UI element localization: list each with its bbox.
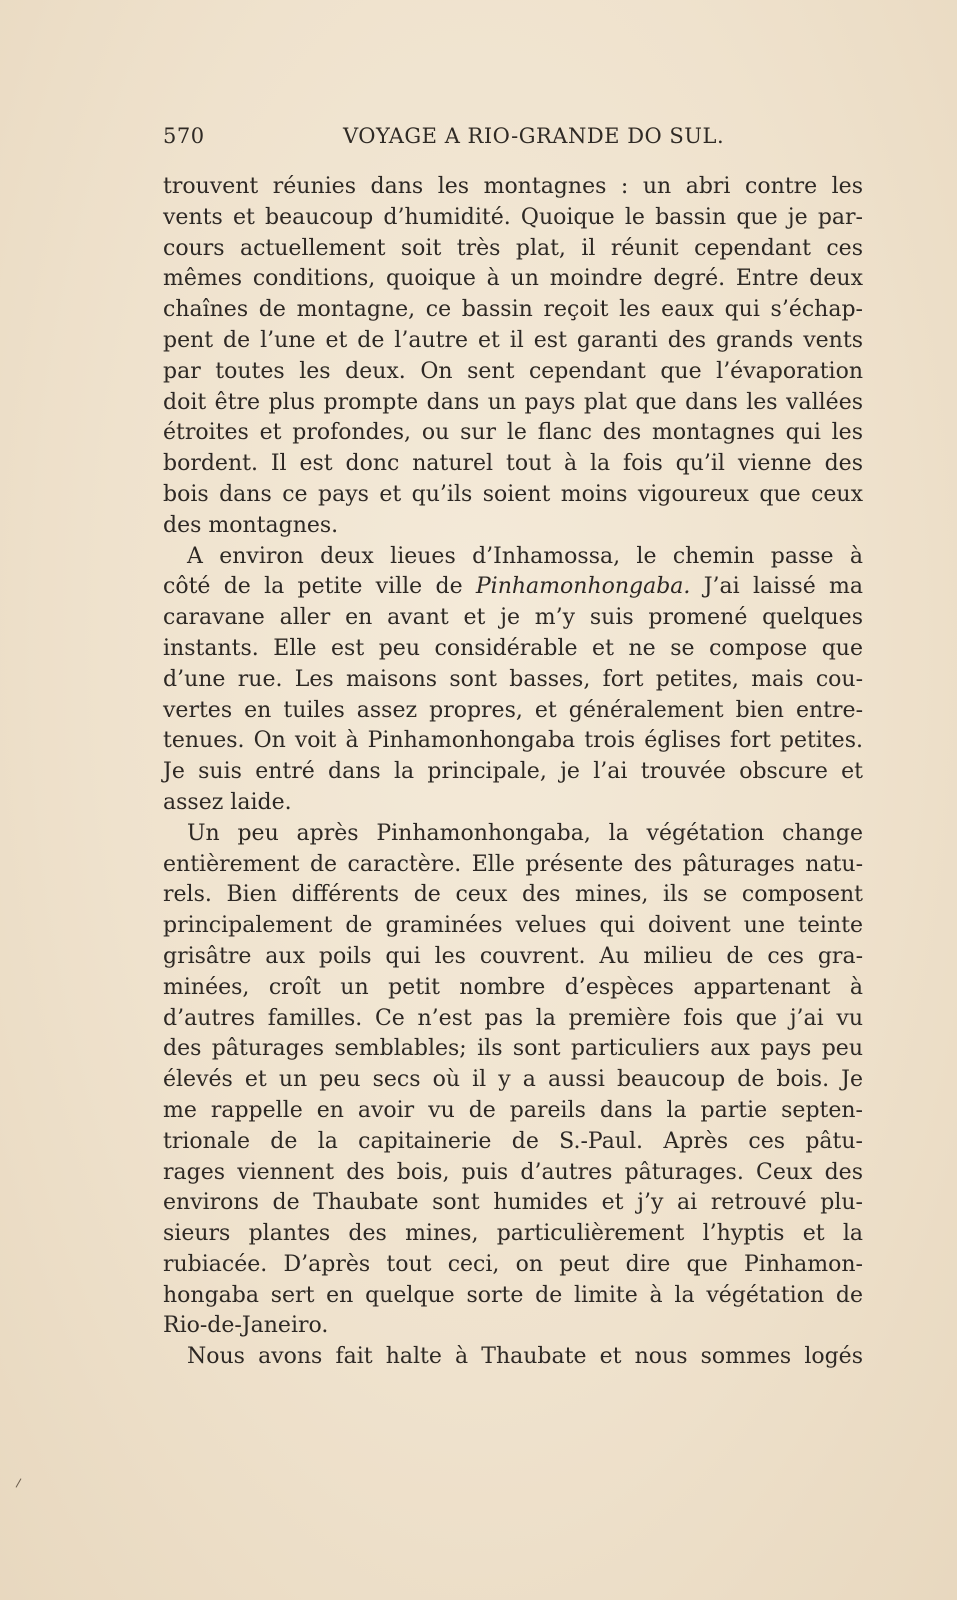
text-line: étroites et profondes, ou sur le flanc des montagnes qui les: [163, 420, 863, 446]
line-text-after: J’ai laissé ma: [690, 574, 863, 600]
text-line: cours actuellement soit très plat, il réunit cependant ces: [163, 235, 863, 261]
text-line: grisâtre aux poils qui les couvrent. Au milieu de ces gra-: [163, 943, 863, 969]
text-line: instants. Elle est peu considérable et ne se compose que: [163, 635, 863, 661]
text-line: principalement de graminées velues qui doivent une teinte: [163, 913, 863, 939]
paragraph-start-line: Nous avons fait halte à Thaubate et nous sommes logés: [187, 1344, 863, 1370]
text-line: des montagnes.: [163, 512, 339, 538]
text-line: Rio-de-Janeiro.: [163, 1313, 329, 1339]
text-line: rubiacée. D’après tout ceci, on peut dire que Pinhamon-: [163, 1251, 863, 1277]
text-line-with-italic: [163, 572, 863, 603]
text-line: bordent. Il est donc naturel tout à la fois qu’il vienne des: [163, 451, 863, 477]
paragraph-start-line: Un peu après Pinhamonhongaba, la végétation change: [187, 820, 863, 846]
text-line: sieurs plantes des mines, particulièrement l’hyptis et la: [163, 1221, 863, 1247]
text-line: tenues. On voit à Pinhamonhongaba trois églises fort petites.: [163, 728, 863, 754]
text-line: entièrement de caractère. Elle présente des pâturages natu-: [163, 851, 863, 877]
text-line: vertes en tuiles assez propres, et généralement bien entre-: [163, 697, 863, 723]
page-header: [163, 124, 863, 154]
text-line: trouvent réunies dans les montagnes : un abri contre les: [163, 174, 863, 199]
text-line: chaînes de montagne, ce bassin reçoit les eaux qui s’échap-: [163, 297, 863, 323]
text-line: d’autres familles. Ce n’est pas la première fois que j’ai vu: [163, 1005, 863, 1031]
text-line: d’une rue. Les maisons sont basses, fort petites, mais cou-: [163, 666, 863, 692]
text-line: trionale de la capitainerie de S.-Paul. Après ces pâtu-: [163, 1128, 863, 1154]
text-line: élevés et un peu secs où il y a aussi beaucoup de bois. Je: [163, 1067, 863, 1093]
text-line: mêmes conditions, quoique à un moindre degré. Entre deux: [163, 266, 863, 292]
text-line: pent de l’une et de l’autre et il est garanti des grands vents: [163, 327, 863, 353]
text-line: bois dans ce pays et qu’ils soient moins vigoureux que ceux: [163, 481, 863, 507]
text-line: me rappelle en avoir vu de pareils dans la partie septen-: [163, 1097, 863, 1123]
text-line: par toutes les deux. On sent cependant que l’évaporation: [163, 358, 863, 384]
text-line: assez laide.: [163, 789, 292, 815]
paragraph-start-line: [163, 542, 863, 573]
text-line: Je suis entré dans la principale, je l’ai trouvée obscure et: [163, 759, 863, 785]
text-line: des pâturages semblables; ils sont particuliers aux pays peu: [163, 1036, 863, 1062]
text-line: caravane aller en avant et je m’y suis promené quelques: [163, 605, 863, 631]
line-text: A environ deux lieues d’Inhamossa, le chemin passe à: [187, 543, 863, 569]
line-text-before: côté de la petite ville de: [163, 574, 476, 600]
text-line: environs de Thaubate sont humides et j’y ai retrouvé plu-: [163, 1190, 863, 1216]
text-line: vents et beaucoup d’humidité. Quoique le bassin que je par-: [163, 204, 863, 230]
text-line: rels. Bien différents de ceux des mines, ils se composent: [163, 882, 863, 908]
italic-place-name: Pinhamonhongaba.: [475, 574, 691, 600]
text-line: hongaba sert en quelque sorte de limite à la végétation de: [163, 1282, 863, 1308]
page-number: 570: [163, 124, 205, 148]
running-title: VOYAGE A RIO-GRANDE DO SUL.: [343, 124, 725, 148]
text-line: doit être plus prompte dans un pays plat que dans les vallées: [163, 389, 863, 415]
text-line: minées, croît un petit nombre d’espèces appartenant à: [163, 974, 863, 1000]
body-text: [163, 172, 863, 1373]
text-line: rages viennent des bois, puis d’autres pâturages. Ceux des: [163, 1159, 863, 1185]
margin-pencil-mark: [16, 1478, 22, 1487]
